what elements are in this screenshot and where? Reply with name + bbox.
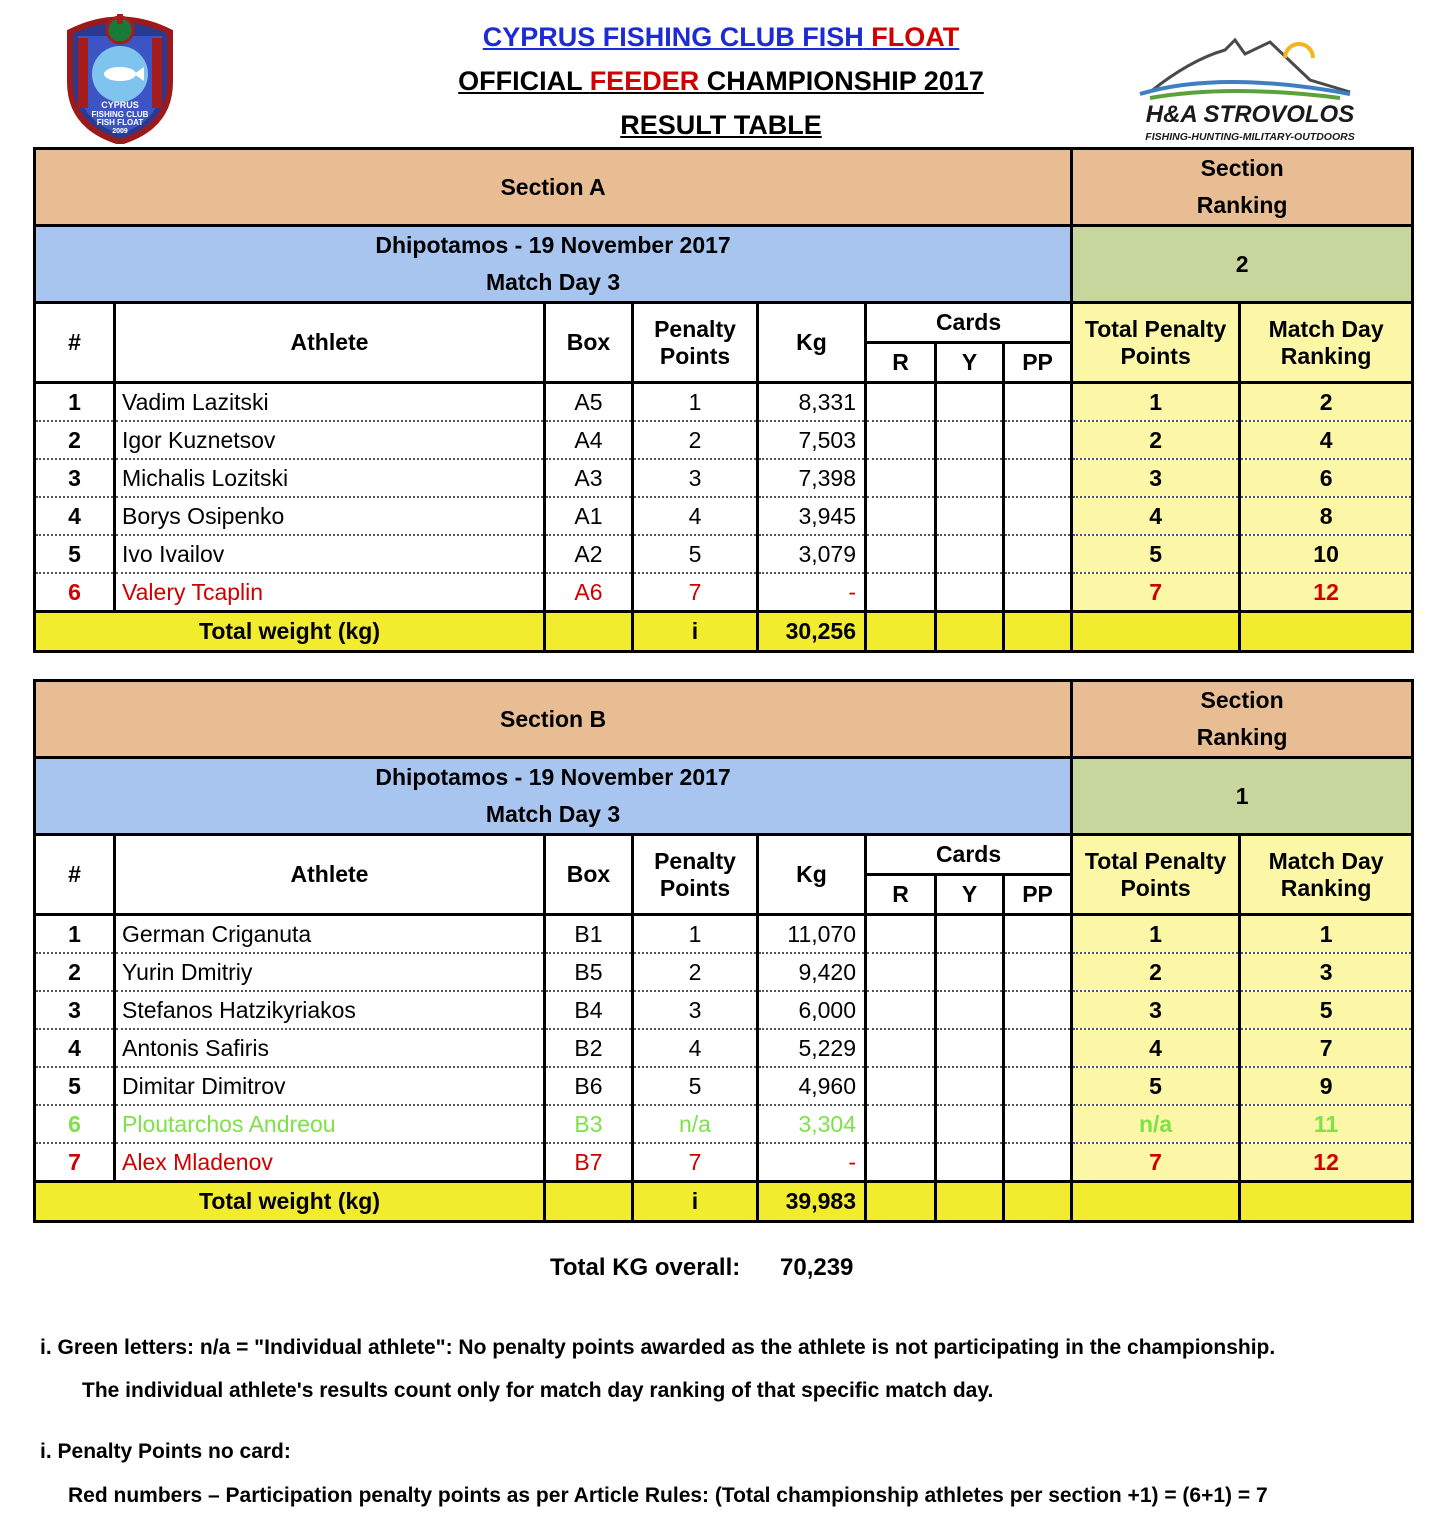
row-kg: - <box>758 1143 866 1182</box>
row-card-pp <box>1004 1067 1072 1105</box>
col-header-num: # <box>35 303 115 383</box>
md-ranking-label-2: Ranking <box>1280 342 1372 369</box>
table-row <box>35 383 1413 422</box>
total-box-cell <box>545 612 633 652</box>
row-card-pp <box>1004 1029 1072 1067</box>
row-md-ranking: 5 <box>1240 991 1413 1029</box>
row-card-y <box>936 953 1004 991</box>
row-penalty: 2 <box>633 953 758 991</box>
row-penalty: 3 <box>633 459 758 497</box>
row-md-ranking: 2 <box>1240 383 1413 422</box>
col-header-card-y: Y <box>936 343 1004 383</box>
row-box: B2 <box>545 1029 633 1067</box>
row-num: 4 <box>35 497 115 535</box>
row-athlete: Valery Tcaplin <box>115 573 545 612</box>
total-card-pp <box>1004 612 1072 652</box>
row-athlete: German Criganuta <box>115 915 545 954</box>
row-kg: 7,398 <box>758 459 866 497</box>
col-header-card-r: R <box>866 875 936 915</box>
row-athlete: Alex Mladenov <box>115 1143 545 1182</box>
row-box: A1 <box>545 497 633 535</box>
penalty-label-1: Penalty <box>654 315 736 342</box>
row-md-ranking: 8 <box>1240 497 1413 535</box>
row-md-ranking: 11 <box>1240 1105 1413 1143</box>
row-card-r <box>866 915 936 954</box>
row-box: A2 <box>545 535 633 573</box>
row-box: B3 <box>545 1105 633 1143</box>
table-row <box>35 1143 1413 1182</box>
row-kg: 3,945 <box>758 497 866 535</box>
row-card-r <box>866 1105 936 1143</box>
row-card-pp <box>1004 383 1072 422</box>
row-total-penalty: 2 <box>1072 421 1240 459</box>
row-num: 1 <box>35 383 115 422</box>
row-box: A6 <box>545 573 633 612</box>
row-card-r <box>866 573 936 612</box>
col-header-total-penalty <box>1072 303 1240 383</box>
row-athlete: Dimitar Dimitrov <box>115 1067 545 1105</box>
row-kg: 7,503 <box>758 421 866 459</box>
row-total-penalty: 1 <box>1072 383 1240 422</box>
section-ranking-label-1: Section <box>1200 155 1284 181</box>
match-day: Match Day 3 <box>485 801 621 827</box>
total-rank-cell <box>1240 612 1413 652</box>
total-card-r <box>866 1182 936 1222</box>
col-header-box: Box <box>545 835 633 915</box>
col-header-card-pp: PP <box>1004 875 1072 915</box>
row-card-pp <box>1004 1105 1072 1143</box>
total-card-y <box>936 612 1004 652</box>
row-card-pp <box>1004 497 1072 535</box>
section-ranking-header <box>1072 149 1413 226</box>
row-athlete: Ploutarchos Andreou <box>115 1105 545 1143</box>
section-table <box>33 679 1414 1223</box>
penalty-label-2: Points <box>659 342 731 369</box>
note-individual-line2: The individual athlete's results count only for match day ranking of that specific match day. <box>82 1379 994 1402</box>
row-box: B7 <box>545 1143 633 1182</box>
row-card-pp <box>1004 953 1072 991</box>
row-penalty: 7 <box>633 1143 758 1182</box>
total-card-pp <box>1004 1182 1072 1222</box>
venue-date: Dhipotamos - 19 November 2017 <box>375 232 731 258</box>
md-ranking-label-2: Ranking <box>1280 874 1372 901</box>
section-table <box>33 147 1414 653</box>
row-kg: 5,229 <box>758 1029 866 1067</box>
row-card-pp <box>1004 535 1072 573</box>
sponsor-name: H&A STROVOLOS <box>1145 101 1355 128</box>
row-penalty: 3 <box>633 991 758 1029</box>
md-ranking-label-1: Match Day <box>1268 847 1384 874</box>
row-card-pp <box>1004 991 1072 1029</box>
row-total-penalty: 7 <box>1072 1143 1240 1182</box>
table-row <box>35 915 1413 954</box>
row-penalty: 1 <box>633 383 758 422</box>
table-row <box>35 1029 1413 1067</box>
overall-total-value: 70,239 <box>780 1254 854 1281</box>
row-md-ranking: 1 <box>1240 915 1413 954</box>
row-card-y <box>936 383 1004 422</box>
section-name: Section B <box>35 681 1072 758</box>
row-kg: 3,304 <box>758 1105 866 1143</box>
row-kg: 6,000 <box>758 991 866 1029</box>
logo-text-4: 2009 <box>112 128 128 135</box>
section-ranking-value: 1 <box>1072 758 1413 835</box>
section-ranking-label-2: Ranking <box>1196 724 1288 750</box>
row-box: B1 <box>545 915 633 954</box>
row-penalty: n/a <box>633 1105 758 1143</box>
row-kg: 9,420 <box>758 953 866 991</box>
row-athlete: Stefanos Hatzikyriakos <box>115 991 545 1029</box>
row-kg: 3,079 <box>758 535 866 573</box>
row-num: 7 <box>35 1143 115 1182</box>
note-penalty-title: i. Penalty Points no card: <box>40 1440 291 1463</box>
col-header-athlete: Athlete <box>115 303 545 383</box>
row-num: 1 <box>35 915 115 954</box>
row-athlete: Yurin Dmitriy <box>115 953 545 991</box>
logo-text-3: FISH FLOAT <box>96 118 144 127</box>
total-card-r <box>866 612 936 652</box>
col-header-card-y: Y <box>936 875 1004 915</box>
row-md-ranking: 12 <box>1240 1143 1413 1182</box>
section-venue <box>35 758 1072 835</box>
row-box: A5 <box>545 383 633 422</box>
row-kg: 4,960 <box>758 1067 866 1105</box>
penalty-label-1: Penalty <box>654 847 736 874</box>
row-total-penalty: 4 <box>1072 497 1240 535</box>
row-kg: 8,331 <box>758 383 866 422</box>
row-card-y <box>936 1105 1004 1143</box>
row-athlete: Borys Osipenko <box>115 497 545 535</box>
note-penalty-body: Red numbers – Participation penalty points as per Article Rules: (Total championship athletes per section +1) = (6+1) = 7 <box>68 1484 1268 1507</box>
total-row <box>35 612 1413 652</box>
row-total-penalty: 5 <box>1072 1067 1240 1105</box>
row-card-y <box>936 1067 1004 1105</box>
table-row <box>35 573 1413 612</box>
penalty-label-2: Points <box>659 874 731 901</box>
row-card-y <box>936 1029 1004 1067</box>
championship-official: OFFICIAL <box>458 66 583 96</box>
match-day: Match Day 3 <box>485 269 621 295</box>
col-header-penalty <box>633 303 758 383</box>
total-row <box>35 1182 1413 1222</box>
row-box: B5 <box>545 953 633 991</box>
table-row <box>35 535 1413 573</box>
row-card-y <box>936 421 1004 459</box>
row-card-pp <box>1004 573 1072 612</box>
row-card-r <box>866 459 936 497</box>
row-num: 5 <box>35 1067 115 1105</box>
row-card-r <box>866 1029 936 1067</box>
row-athlete: Michalis Lozitski <box>115 459 545 497</box>
md-ranking-label-1: Match Day <box>1268 315 1384 342</box>
total-weight-label: Total weight (kg) <box>35 612 545 652</box>
row-num: 3 <box>35 991 115 1029</box>
total-box-cell <box>545 1182 633 1222</box>
row-card-r <box>866 497 936 535</box>
section-ranking-label-1: Section <box>1200 687 1284 713</box>
total-penalty-cell <box>1072 612 1240 652</box>
col-header-cards: Cards <box>866 835 1072 875</box>
club-title-main: CYPRUS FISHING CLUB FISH <box>482 22 864 52</box>
row-penalty: 4 <box>633 497 758 535</box>
row-card-r <box>866 1143 936 1182</box>
row-num: 5 <box>35 535 115 573</box>
total-marker: i <box>633 1182 758 1222</box>
row-box: A3 <box>545 459 633 497</box>
col-header-card-r: R <box>866 343 936 383</box>
row-total-penalty: 1 <box>1072 915 1240 954</box>
col-header-md-ranking <box>1240 835 1413 915</box>
row-card-r <box>866 421 936 459</box>
row-total-penalty: 7 <box>1072 573 1240 612</box>
total-weight-value: 39,983 <box>758 1182 866 1222</box>
row-card-y <box>936 497 1004 535</box>
col-header-athlete: Athlete <box>115 835 545 915</box>
row-athlete: Ivo Ivailov <box>115 535 545 573</box>
row-md-ranking: 6 <box>1240 459 1413 497</box>
row-card-y <box>936 535 1004 573</box>
row-total-penalty: 4 <box>1072 1029 1240 1067</box>
table-row <box>35 421 1413 459</box>
total-weight-label: Total weight (kg) <box>35 1182 545 1222</box>
row-md-ranking: 4 <box>1240 421 1413 459</box>
row-kg: 11,070 <box>758 915 866 954</box>
row-box: B4 <box>545 991 633 1029</box>
row-total-penalty: n/a <box>1072 1105 1240 1143</box>
row-athlete: Antonis Safiris <box>115 1029 545 1067</box>
col-header-box: Box <box>545 303 633 383</box>
row-total-penalty: 5 <box>1072 535 1240 573</box>
table-row <box>35 1105 1413 1143</box>
row-num: 2 <box>35 953 115 991</box>
col-header-card-pp: PP <box>1004 343 1072 383</box>
total-penalty-cell <box>1072 1182 1240 1222</box>
row-card-r <box>866 383 936 422</box>
row-card-y <box>936 459 1004 497</box>
overall-total <box>550 1254 854 1282</box>
row-md-ranking: 10 <box>1240 535 1413 573</box>
section-ranking-label-2: Ranking <box>1196 192 1288 218</box>
row-box: B6 <box>545 1067 633 1105</box>
row-athlete: Vadim Lazitski <box>115 383 545 422</box>
total-weight-value: 30,256 <box>758 612 866 652</box>
row-card-y <box>936 991 1004 1029</box>
row-num: 4 <box>35 1029 115 1067</box>
row-num: 6 <box>35 1105 115 1143</box>
row-md-ranking: 12 <box>1240 573 1413 612</box>
note-individual-line1: i. Green letters: n/a = "Individual athlete": No penalty points awarded as the athlete is not participating in the championship. <box>40 1336 1276 1359</box>
row-md-ranking: 7 <box>1240 1029 1413 1067</box>
logo-text-2: FISHING CLUB <box>91 110 149 119</box>
col-header-num: # <box>35 835 115 915</box>
row-total-penalty: 3 <box>1072 459 1240 497</box>
row-penalty: 2 <box>633 421 758 459</box>
total-rank-cell <box>1240 1182 1413 1222</box>
col-header-md-ranking <box>1240 303 1413 383</box>
logo-text-1: CYPRUS <box>101 100 139 110</box>
row-card-pp <box>1004 1143 1072 1182</box>
total-penalty-label-2: Points <box>1120 342 1191 369</box>
row-num: 3 <box>35 459 115 497</box>
total-penalty-label-1: Total Penalty <box>1084 315 1227 342</box>
row-total-penalty: 2 <box>1072 953 1240 991</box>
col-header-kg: Kg <box>758 303 866 383</box>
total-card-y <box>936 1182 1004 1222</box>
row-md-ranking: 3 <box>1240 953 1413 991</box>
row-total-penalty: 3 <box>1072 991 1240 1029</box>
row-card-pp <box>1004 421 1072 459</box>
col-header-cards: Cards <box>866 303 1072 343</box>
table-row <box>35 1067 1413 1105</box>
row-num: 6 <box>35 573 115 612</box>
row-card-y <box>936 1143 1004 1182</box>
row-athlete: Igor Kuznetsov <box>115 421 545 459</box>
championship-year: CHAMPIONSHIP 2017 <box>706 66 984 96</box>
sponsor-logo <box>1110 30 1385 145</box>
row-penalty: 7 <box>633 573 758 612</box>
table-row <box>35 459 1413 497</box>
total-marker: i <box>633 612 758 652</box>
section-ranking-header <box>1072 681 1413 758</box>
row-box: A4 <box>545 421 633 459</box>
section-venue <box>35 226 1072 303</box>
total-penalty-label-1: Total Penalty <box>1084 847 1227 874</box>
club-title-float: FLOAT <box>871 22 960 52</box>
result-table-title: RESULT TABLE <box>620 110 822 140</box>
total-penalty-label-2: Points <box>1120 874 1191 901</box>
table-row <box>35 953 1413 991</box>
row-card-pp <box>1004 459 1072 497</box>
row-kg: - <box>758 573 866 612</box>
row-card-pp <box>1004 915 1072 954</box>
row-card-r <box>866 953 936 991</box>
col-header-kg: Kg <box>758 835 866 915</box>
col-header-total-penalty <box>1072 835 1240 915</box>
row-card-r <box>866 991 936 1029</box>
championship-feeder: FEEDER <box>589 66 700 96</box>
row-penalty: 5 <box>633 535 758 573</box>
row-card-r <box>866 535 936 573</box>
row-card-r <box>866 1067 936 1105</box>
col-header-penalty <box>633 835 758 915</box>
row-penalty: 1 <box>633 915 758 954</box>
sponsor-tagline: FISHING-HUNTING-MILITARY-OUTDOORS <box>1145 131 1355 143</box>
row-card-y <box>936 573 1004 612</box>
row-num: 2 <box>35 421 115 459</box>
row-md-ranking: 9 <box>1240 1067 1413 1105</box>
overall-total-label: Total KG overall: <box>550 1254 741 1281</box>
row-card-y <box>936 915 1004 954</box>
table-row <box>35 497 1413 535</box>
section-ranking-value: 2 <box>1072 226 1413 303</box>
row-penalty: 4 <box>633 1029 758 1067</box>
table-row <box>35 991 1413 1029</box>
venue-date: Dhipotamos - 19 November 2017 <box>375 764 731 790</box>
row-penalty: 5 <box>633 1067 758 1105</box>
section-name: Section A <box>35 149 1072 226</box>
